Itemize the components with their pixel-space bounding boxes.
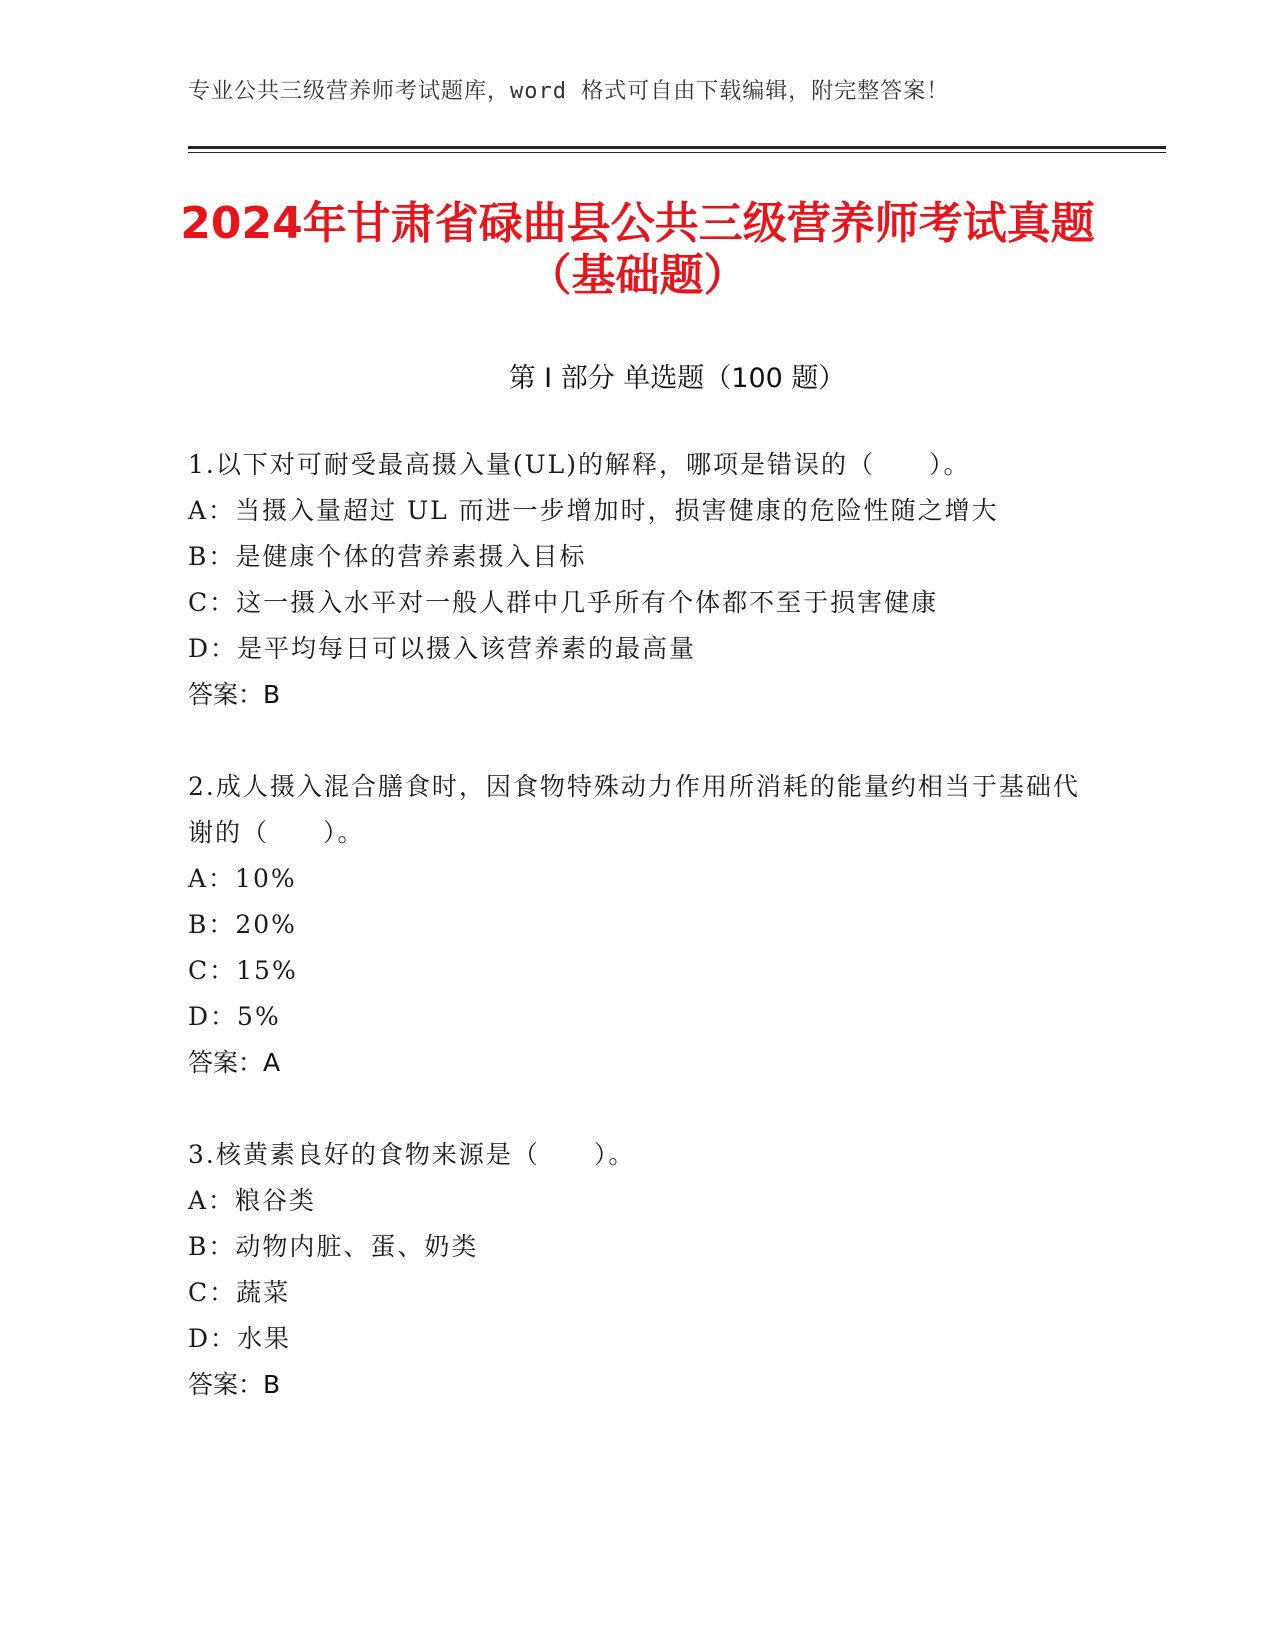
question-3 bbox=[188, 1132, 1088, 1408]
header-divider-thick bbox=[188, 146, 1166, 149]
option-b: B：20% bbox=[188, 910, 297, 939]
option-d: D：是平均每日可以摄入该营养素的最高量 bbox=[188, 634, 697, 663]
header-note: 专业公共三级营养师考试题库，word 格式可自由下载编辑，附完整答案！ bbox=[188, 79, 950, 104]
header-divider-thin bbox=[188, 152, 1166, 153]
option-b: B：是健康个体的营养素摄入目标 bbox=[188, 542, 587, 571]
option-c: C：这一摄入水平对一般人群中几乎所有个体都不至于损害健康 bbox=[188, 588, 939, 617]
answer: 答案：B bbox=[188, 680, 281, 709]
question-2 bbox=[188, 764, 1088, 1086]
question-1 bbox=[188, 442, 1088, 718]
section-heading: 第 I 部分 单选题（100 题） bbox=[508, 363, 846, 394]
option-b: B：动物内脏、蛋、奶类 bbox=[188, 1232, 479, 1261]
option-d: D：水果 bbox=[188, 1324, 292, 1353]
option-a: A：粮谷类 bbox=[188, 1186, 317, 1215]
question-stem: 1.以下对可耐受最高摄入量(UL)的解释，哪项是错误的（ ）。 bbox=[188, 450, 971, 479]
answer: 答案：B bbox=[188, 1370, 281, 1399]
option-c: C：15% bbox=[188, 956, 298, 985]
question-list bbox=[188, 442, 1088, 1454]
answer: 答案：A bbox=[188, 1048, 281, 1077]
question-stem: 2.成人摄入混合膳食时，因食物特殊动力作用所消耗的能量约相当于基础代谢的（ ）。 bbox=[188, 772, 1080, 847]
option-c: C：蔬菜 bbox=[188, 1278, 291, 1307]
option-d: D：5% bbox=[188, 1002, 281, 1031]
question-stem: 3.核黄素良好的食物来源是（ ）。 bbox=[188, 1140, 636, 1169]
option-a: A：10% bbox=[188, 864, 297, 893]
option-a: A：当摄入量超过 UL 而进一步增加时，损害健康的危险性随之增大 bbox=[188, 496, 999, 525]
document-title: 2024年甘肃省碌曲县公共三级营养师考试真题（基础题） bbox=[180, 198, 1095, 301]
